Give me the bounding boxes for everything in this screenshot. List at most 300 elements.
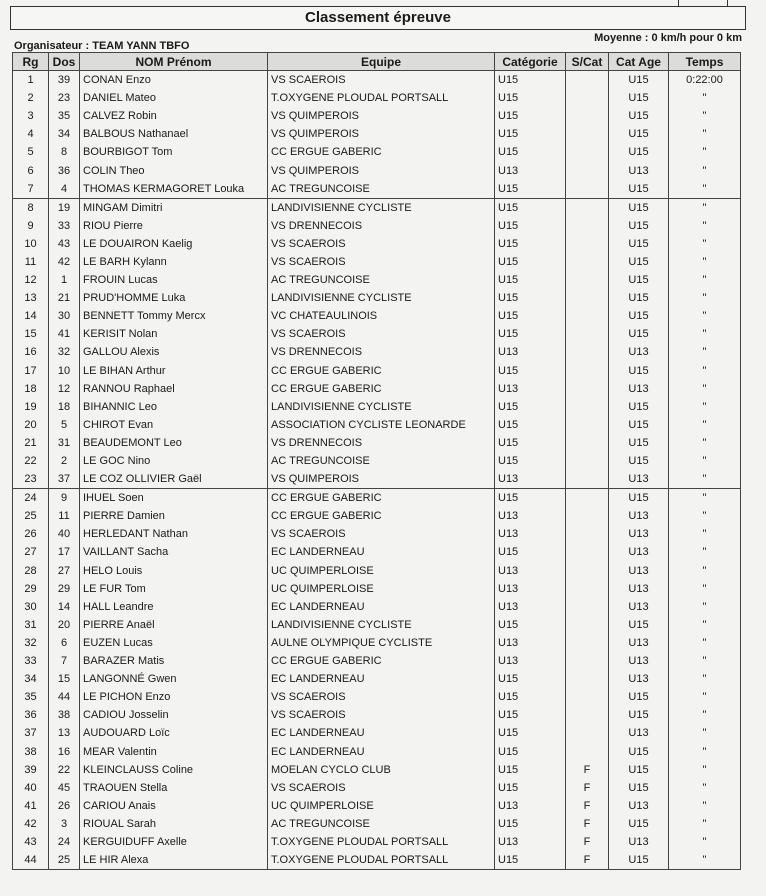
cell-categorie: U15 (495, 253, 566, 271)
cell-categorie: U15 (495, 851, 566, 870)
cell-rg: 34 (13, 670, 49, 688)
cell-dos: 6 (49, 634, 80, 652)
cell-catage: U15 (609, 198, 669, 217)
cell-nom: LE BARH Kylann (80, 253, 268, 271)
cell-dos: 30 (49, 307, 80, 325)
table-row (13, 525, 741, 543)
cell-nom: RIOUAL Sarah (80, 815, 268, 833)
cell-scat (566, 143, 609, 161)
table-row (13, 634, 741, 652)
cell-categorie: U15 (495, 616, 566, 634)
cell-categorie: U15 (495, 71, 566, 90)
cell-dos: 10 (49, 362, 80, 380)
cell-equipe: VS SCAEROIS (268, 525, 495, 543)
cell-dos: 45 (49, 779, 80, 797)
cell-catage: U15 (609, 180, 669, 199)
cell-catage: U15 (609, 143, 669, 161)
cell-rg: 43 (13, 833, 49, 851)
cell-dos: 40 (49, 525, 80, 543)
cell-categorie: U13 (495, 797, 566, 815)
cell-rg: 1 (13, 71, 49, 90)
cell-nom: TRAOUEN Stella (80, 779, 268, 797)
cell-equipe: LANDIVISIENNE CYCLISTE (268, 289, 495, 307)
cell-catage: U13 (609, 543, 669, 561)
cell-catage: U13 (609, 580, 669, 598)
cell-rg: 3 (13, 107, 49, 125)
cell-rg: 40 (13, 779, 49, 797)
cell-scat (566, 724, 609, 742)
cell-catage: U13 (609, 161, 669, 179)
cell-scat: F (566, 797, 609, 815)
cell-rg: 33 (13, 652, 49, 670)
cell-categorie: U15 (495, 416, 566, 434)
cell-dos: 17 (49, 543, 80, 561)
cell-catage: U15 (609, 398, 669, 416)
cell-rg: 42 (13, 815, 49, 833)
cell-catage: U13 (609, 562, 669, 580)
cell-catage: U15 (609, 271, 669, 289)
table-row (13, 452, 741, 470)
cell-categorie: U15 (495, 706, 566, 724)
cell-equipe: LANDIVISIENNE CYCLISTE (268, 616, 495, 634)
cell-rg: 19 (13, 398, 49, 416)
cell-rg: 12 (13, 271, 49, 289)
cell-dos: 21 (49, 289, 80, 307)
cell-temps: " (669, 180, 741, 199)
cell-catage: U13 (609, 833, 669, 851)
table-row (13, 580, 741, 598)
cell-nom: CALVEZ Robin (80, 107, 268, 125)
cell-scat (566, 307, 609, 325)
cell-nom: HALL Leandre (80, 598, 268, 616)
cell-rg: 4 (13, 125, 49, 143)
cell-dos: 12 (49, 380, 80, 398)
cell-equipe: AC TREGUNCOISE (268, 452, 495, 470)
cell-equipe: VS SCAEROIS (268, 706, 495, 724)
cell-dos: 44 (49, 688, 80, 706)
cell-catage: U13 (609, 724, 669, 742)
cell-temps: " (669, 797, 741, 815)
cell-equipe: VS QUIMPEROIS (268, 470, 495, 489)
cell-rg: 38 (13, 742, 49, 760)
cell-temps: " (669, 815, 741, 833)
table-row (13, 562, 741, 580)
cell-categorie: U15 (495, 398, 566, 416)
cell-nom: BIHANNIC Leo (80, 398, 268, 416)
cell-scat (566, 525, 609, 543)
cell-scat (566, 71, 609, 90)
cell-temps: " (669, 525, 741, 543)
cell-equipe: T.OXYGENE PLOUDAL PORTSALL (268, 833, 495, 851)
cell-nom: GALLOU Alexis (80, 343, 268, 361)
cell-dos: 37 (49, 470, 80, 489)
cell-categorie: U15 (495, 271, 566, 289)
cell-equipe: CC ERGUE GABERIC (268, 362, 495, 380)
cell-categorie: U15 (495, 89, 566, 107)
cell-rg: 7 (13, 180, 49, 199)
cell-equipe: VS DRENNECOIS (268, 434, 495, 452)
page-title: Classement épreuve (10, 6, 746, 30)
table-row (13, 235, 741, 253)
cell-categorie: U15 (495, 217, 566, 235)
cell-scat (566, 161, 609, 179)
table-row (13, 761, 741, 779)
cell-catage: U13 (609, 525, 669, 543)
cell-scat (566, 416, 609, 434)
cell-catage: U15 (609, 851, 669, 870)
cell-nom: HERLEDANT Nathan (80, 525, 268, 543)
cell-categorie: U13 (495, 652, 566, 670)
cell-catage: U15 (609, 616, 669, 634)
cell-temps: " (669, 235, 741, 253)
cell-catage: U15 (609, 742, 669, 760)
col-header-catage: Cat Age (609, 53, 669, 71)
cell-temps: " (669, 489, 741, 508)
cell-temps: " (669, 562, 741, 580)
cell-equipe: VS SCAEROIS (268, 71, 495, 90)
cell-temps: " (669, 343, 741, 361)
cell-nom: LE COZ OLLIVIER Gaël (80, 470, 268, 489)
cell-equipe: VS SCAEROIS (268, 235, 495, 253)
cell-catage: U15 (609, 89, 669, 107)
cell-nom: LANGONNÉ Gwen (80, 670, 268, 688)
cell-nom: LE DOUAIRON Kaelig (80, 235, 268, 253)
cell-dos: 11 (49, 507, 80, 525)
cell-scat (566, 180, 609, 199)
cell-categorie: U15 (495, 235, 566, 253)
cell-rg: 44 (13, 851, 49, 870)
table-row (13, 489, 741, 508)
cell-scat (566, 634, 609, 652)
cell-scat: F (566, 833, 609, 851)
cell-scat (566, 253, 609, 271)
cell-temps: " (669, 107, 741, 125)
cell-nom: RANNOU Raphael (80, 380, 268, 398)
cell-catage: U15 (609, 235, 669, 253)
cell-scat (566, 235, 609, 253)
cell-rg: 15 (13, 325, 49, 343)
cell-equipe: VS DRENNECOIS (268, 343, 495, 361)
cell-temps: " (669, 742, 741, 760)
cell-dos: 14 (49, 598, 80, 616)
table-row (13, 543, 741, 561)
cell-temps: " (669, 851, 741, 870)
cell-equipe: AC TREGUNCOISE (268, 815, 495, 833)
cell-rg: 36 (13, 706, 49, 724)
cell-catage: U13 (609, 797, 669, 815)
cell-rg: 31 (13, 616, 49, 634)
cell-nom: DANIEL Mateo (80, 89, 268, 107)
cell-equipe: MOELAN CYCLO CLUB (268, 761, 495, 779)
cell-equipe: VS SCAEROIS (268, 688, 495, 706)
cell-dos: 2 (49, 452, 80, 470)
cell-dos: 32 (49, 343, 80, 361)
cell-rg: 6 (13, 161, 49, 179)
cell-nom: BEAUDEMONT Leo (80, 434, 268, 452)
cell-rg: 39 (13, 761, 49, 779)
cell-dos: 41 (49, 325, 80, 343)
cell-rg: 37 (13, 724, 49, 742)
cell-nom: CARIOU Anais (80, 797, 268, 815)
cell-rg: 24 (13, 489, 49, 508)
cell-scat (566, 289, 609, 307)
cell-temps: " (669, 543, 741, 561)
cell-nom: AUDOUARD Loïc (80, 724, 268, 742)
cell-categorie: U15 (495, 180, 566, 199)
cell-scat (566, 580, 609, 598)
cell-temps: " (669, 634, 741, 652)
col-header-rg: Rg (13, 53, 49, 71)
cell-nom: CADIOU Josselin (80, 706, 268, 724)
cell-scat: F (566, 779, 609, 797)
cell-scat (566, 380, 609, 398)
table-row (13, 125, 741, 143)
cell-dos: 26 (49, 797, 80, 815)
table-row (13, 688, 741, 706)
cell-dos: 13 (49, 724, 80, 742)
cell-dos: 3 (49, 815, 80, 833)
cell-temps: " (669, 253, 741, 271)
table-row (13, 89, 741, 107)
cell-scat (566, 507, 609, 525)
results-table (12, 52, 741, 870)
cell-rg: 10 (13, 235, 49, 253)
cell-temps: 0:22:00 (669, 71, 741, 90)
cell-dos: 22 (49, 761, 80, 779)
cell-equipe: UC QUIMPERLOISE (268, 562, 495, 580)
cell-equipe: T.OXYGENE PLOUDAL PORTSALL (268, 851, 495, 870)
cell-equipe: VS QUIMPEROIS (268, 107, 495, 125)
cell-categorie: U15 (495, 325, 566, 343)
table-row (13, 815, 741, 833)
cell-categorie: U13 (495, 507, 566, 525)
cell-dos: 4 (49, 180, 80, 199)
cell-temps: " (669, 143, 741, 161)
cell-scat (566, 652, 609, 670)
cell-catage: U15 (609, 815, 669, 833)
cell-dos: 20 (49, 616, 80, 634)
cell-equipe: VS SCAEROIS (268, 253, 495, 271)
cell-rg: 5 (13, 143, 49, 161)
moyenne-label: Moyenne : 0 km/h pour 0 km (594, 32, 742, 44)
cell-scat (566, 362, 609, 380)
cell-rg: 18 (13, 380, 49, 398)
cell-catage: U15 (609, 107, 669, 125)
cell-temps: " (669, 598, 741, 616)
cell-rg: 41 (13, 797, 49, 815)
cell-catage: U15 (609, 217, 669, 235)
cell-categorie: U15 (495, 779, 566, 797)
cell-temps: " (669, 470, 741, 489)
cell-scat: F (566, 851, 609, 870)
cell-dos: 23 (49, 89, 80, 107)
cell-equipe: T.OXYGENE PLOUDAL PORTSALL (268, 89, 495, 107)
col-header-equipe: Equipe (268, 53, 495, 71)
cell-scat (566, 562, 609, 580)
table-row (13, 434, 741, 452)
cell-dos: 8 (49, 143, 80, 161)
cell-categorie: U13 (495, 470, 566, 489)
cell-temps: " (669, 289, 741, 307)
cell-nom: CHIROT Evan (80, 416, 268, 434)
cell-equipe: LANDIVISIENNE CYCLISTE (268, 398, 495, 416)
cell-scat (566, 543, 609, 561)
cell-categorie: U13 (495, 580, 566, 598)
cell-nom: RIOU Pierre (80, 217, 268, 235)
cell-rg: 27 (13, 543, 49, 561)
cell-categorie: U15 (495, 452, 566, 470)
cell-catage: U13 (609, 670, 669, 688)
cell-scat (566, 452, 609, 470)
cell-scat (566, 688, 609, 706)
table-row (13, 616, 741, 634)
cell-temps: " (669, 217, 741, 235)
cell-rg: 21 (13, 434, 49, 452)
cell-rg: 32 (13, 634, 49, 652)
cell-nom: PIERRE Damien (80, 507, 268, 525)
cell-scat (566, 434, 609, 452)
cell-dos: 31 (49, 434, 80, 452)
cell-dos: 16 (49, 742, 80, 760)
cell-equipe: CC ERGUE GABERIC (268, 380, 495, 398)
cell-scat (566, 325, 609, 343)
cell-categorie: U15 (495, 434, 566, 452)
cell-scat (566, 706, 609, 724)
cell-temps: " (669, 271, 741, 289)
cell-scat (566, 198, 609, 217)
cell-dos: 36 (49, 161, 80, 179)
cell-nom: HELO Louis (80, 562, 268, 580)
cell-rg: 17 (13, 362, 49, 380)
table-row (13, 71, 741, 90)
table-row (13, 742, 741, 760)
cell-dos: 1 (49, 271, 80, 289)
cell-nom: EUZEN Lucas (80, 634, 268, 652)
cell-catage: U15 (609, 452, 669, 470)
cell-catage: U15 (609, 434, 669, 452)
cell-rg: 28 (13, 562, 49, 580)
cell-nom: LE BIHAN Arthur (80, 362, 268, 380)
cell-categorie: U15 (495, 289, 566, 307)
cell-nom: KLEINCLAUSS Coline (80, 761, 268, 779)
cell-categorie: U13 (495, 598, 566, 616)
cell-nom: COLIN Theo (80, 161, 268, 179)
cell-equipe: VS DRENNECOIS (268, 217, 495, 235)
cell-categorie: U15 (495, 307, 566, 325)
cell-nom: KERGUIDUFF Axelle (80, 833, 268, 851)
table-header-row (13, 53, 741, 71)
table-row (13, 797, 741, 815)
cell-scat (566, 107, 609, 125)
cell-rg: 14 (13, 307, 49, 325)
cell-categorie: U15 (495, 543, 566, 561)
cell-dos: 27 (49, 562, 80, 580)
cell-temps: " (669, 688, 741, 706)
col-header-scat: S/Cat (566, 53, 609, 71)
cell-catage: U15 (609, 125, 669, 143)
cell-categorie: U15 (495, 362, 566, 380)
cell-scat (566, 271, 609, 289)
cell-equipe: VS SCAEROIS (268, 325, 495, 343)
cell-temps: " (669, 325, 741, 343)
cell-rg: 35 (13, 688, 49, 706)
table-row (13, 706, 741, 724)
cell-equipe: VS QUIMPEROIS (268, 125, 495, 143)
table-row (13, 851, 741, 870)
cell-categorie: U13 (495, 161, 566, 179)
cell-temps: " (669, 761, 741, 779)
cell-categorie: U13 (495, 525, 566, 543)
table-row (13, 398, 741, 416)
cell-dos: 33 (49, 217, 80, 235)
cell-equipe: EC LANDERNEAU (268, 670, 495, 688)
cell-temps: " (669, 89, 741, 107)
table-row (13, 779, 741, 797)
cell-categorie: U15 (495, 815, 566, 833)
table-row (13, 253, 741, 271)
cell-nom: THOMAS KERMAGORET Louka (80, 180, 268, 199)
cell-catage: U13 (609, 652, 669, 670)
cell-scat (566, 398, 609, 416)
cell-catage: U13 (609, 598, 669, 616)
cell-equipe: UC QUIMPERLOISE (268, 797, 495, 815)
cell-catage: U15 (609, 307, 669, 325)
cell-categorie: U15 (495, 742, 566, 760)
cell-nom: PIERRE Anaël (80, 616, 268, 634)
cell-scat (566, 89, 609, 107)
cell-catage: U15 (609, 71, 669, 90)
table-row (13, 670, 741, 688)
cell-equipe: AULNE OLYMPIQUE CYCLISTE (268, 634, 495, 652)
cell-equipe: VS SCAEROIS (268, 779, 495, 797)
cell-nom: MEAR Valentin (80, 742, 268, 760)
cell-rg: 13 (13, 289, 49, 307)
cell-nom: BARAZER Matis (80, 652, 268, 670)
table-row (13, 598, 741, 616)
table-row (13, 107, 741, 125)
cell-temps: " (669, 706, 741, 724)
cell-temps: " (669, 125, 741, 143)
cell-nom: LE FUR Tom (80, 580, 268, 598)
cell-scat (566, 670, 609, 688)
organisateur-label: Organisateur : TEAM YANN TBFO (14, 40, 190, 52)
cell-equipe: EC LANDERNEAU (268, 724, 495, 742)
cell-catage: U13 (609, 507, 669, 525)
table-row (13, 380, 741, 398)
table-row (13, 180, 741, 199)
col-header-temps: Temps (669, 53, 741, 71)
cell-dos: 9 (49, 489, 80, 508)
table-row (13, 833, 741, 851)
cell-temps: " (669, 724, 741, 742)
cell-scat (566, 742, 609, 760)
cell-catage: U15 (609, 325, 669, 343)
cell-rg: 16 (13, 343, 49, 361)
cell-temps: " (669, 198, 741, 217)
table-row (13, 507, 741, 525)
cell-catage: U13 (609, 470, 669, 489)
cell-nom: KERISIT Nolan (80, 325, 268, 343)
cell-dos: 35 (49, 107, 80, 125)
cell-dos: 5 (49, 416, 80, 434)
cell-categorie: U15 (495, 107, 566, 125)
cell-scat (566, 125, 609, 143)
table-row (13, 724, 741, 742)
cell-dos: 25 (49, 851, 80, 870)
cell-rg: 11 (13, 253, 49, 271)
cell-nom: MINGAM Dimitri (80, 198, 268, 217)
table-row (13, 307, 741, 325)
